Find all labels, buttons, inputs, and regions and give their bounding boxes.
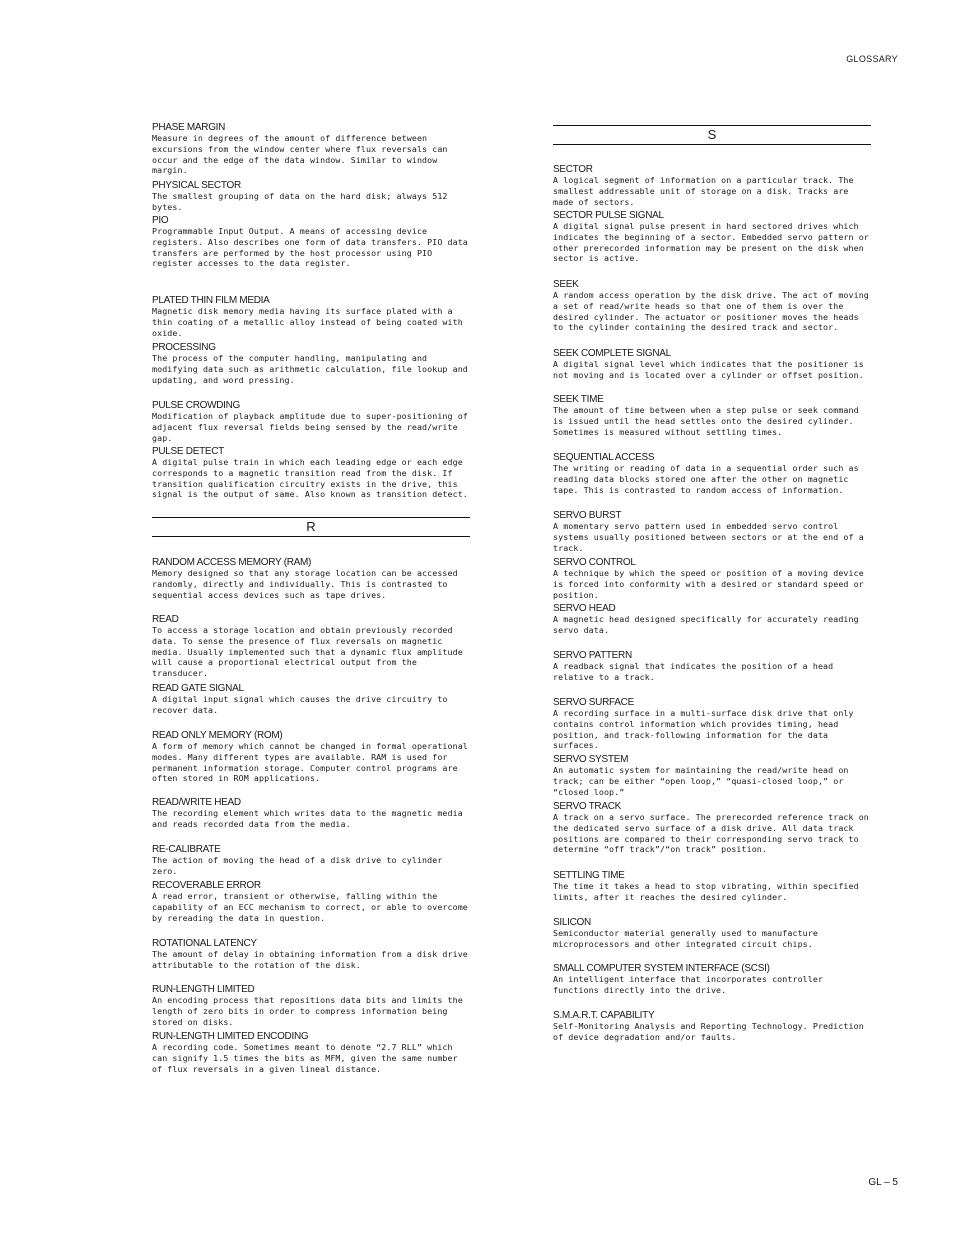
- entry-term: PROCESSING: [152, 342, 216, 353]
- running-header: GLOSSARY: [846, 54, 898, 64]
- entry-term: PHYSICAL SECTOR: [152, 180, 241, 191]
- entry-definition: A digital signal level which indicates that the positioner is not moving and is located over a cylinder or offset position.: [553, 359, 864, 380]
- entry-definition: An automatic system for maintaining the read/write head on track; can be either “open loop,” “quasi-closed loop,” or “closed loop.”: [553, 765, 849, 797]
- section-letter: S: [707, 127, 717, 142]
- glossary-entry: [152, 215, 470, 269]
- entry-term: RANDOM ACCESS MEMORY (RAM): [152, 557, 312, 568]
- entry-term: RE-CALIBRATE: [152, 844, 221, 855]
- entry-definition: Modification of playback amplitude due to super-positioning of adjacent flux reversal fields being sensed by the read/write gap.: [152, 411, 468, 443]
- entry-definition: The time it takes a head to stop vibrating, within specified limits, after it reaches the desired cylinder.: [553, 881, 859, 902]
- entry-definition: A readback signal that indicates the position of a head relative to a track.: [553, 661, 834, 682]
- entry-definition: A read error, transient or otherwise, falling within the capability of an ECC mechanism to correct, or able to overcome by rereading the data in question.: [152, 891, 468, 923]
- entry-definition: A form of memory which cannot be changed in formal operational modes. Many different types are available. RAM is used for permanent information storage. Computer control programs are often stored in ROM applications.: [152, 741, 468, 784]
- glossary-entry: [553, 650, 871, 683]
- entry-definition: Semiconductor material generally used to manufacture microprocessors and other integrated circuit chips.: [553, 928, 818, 949]
- entry-term: SERVO BURST: [553, 510, 622, 521]
- entry-definition: An intelligent interface that incorporates controller functions directly into the drive.: [553, 974, 824, 995]
- entry-definition: The smallest grouping of data on the hard disk; always 512 bytes.: [152, 191, 448, 212]
- entry-definition: Magnetic disk memory media having its surface plated with a thin coating of a metallic alloy instead of being coated with oxide.: [152, 306, 463, 338]
- entry-definition: A technique by which the speed or position of a moving device is forced into conformity with a desired or standard speed or position.: [553, 568, 864, 600]
- glossary-entry: [152, 797, 470, 830]
- entry-term: SEEK: [553, 279, 579, 290]
- entry-term: SERVO CONTROL: [553, 557, 636, 568]
- glossary-entry: [152, 984, 470, 1027]
- entry-term: RECOVERABLE ERROR: [152, 880, 261, 891]
- glossary-entry: [553, 1010, 871, 1043]
- entry-term: SERVO SURFACE: [553, 697, 634, 708]
- entry-definition: A digital input signal which causes the drive circuitry to recover data.: [152, 694, 448, 715]
- glossary-entry: [152, 614, 470, 679]
- entry-term: SETTLING TIME: [553, 870, 625, 881]
- entry-definition: Self-Monitoring Analysis and Reporting Technology. Prediction of device degradation and/or faults.: [553, 1021, 864, 1042]
- entry-term: PULSE DETECT: [152, 446, 224, 457]
- glossary-entry: [553, 510, 871, 553]
- glossary-entry: [152, 557, 470, 600]
- entry-term: SEEK TIME: [553, 394, 604, 405]
- section-header-r: [152, 517, 470, 537]
- glossary-entry: [553, 917, 871, 950]
- section-letter: R: [306, 519, 316, 534]
- glossary-entry: [553, 754, 871, 797]
- glossary-entry: [152, 683, 470, 716]
- entry-definition: The action of moving the head of a disk drive to cylinder zero.: [152, 855, 443, 876]
- entry-definition: A recording code. Sometimes meant to denote “2.7 RLL” which can signify 1.5 times the bits as MFM, given the same number of flux reversals in a given lineal distance.: [152, 1042, 458, 1074]
- entry-term: SERVO TRACK: [553, 801, 622, 812]
- entry-term: SERVO SYSTEM: [553, 754, 629, 765]
- entry-definition: The amount of time between when a step pulse or seek command is issued until the head settles onto the desired cylinder. Sometimes is measured without settling times.: [553, 405, 859, 437]
- entry-term: RUN-LENGTH LIMITED ENCODING: [152, 1031, 309, 1042]
- glossary-entry: [553, 279, 871, 333]
- entry-definition: A digital signal pulse present in hard sectored drives which indicates the beginning of a sector. Embedded servo pattern or other prerecorded information may be present on the disk when sector is active.: [553, 221, 869, 264]
- entry-definition: The process of the computer handling, manipulating and modifying data such as arithmetic calculation, file lookup and updating, and word pressing.: [152, 353, 468, 385]
- glossary-entry: [152, 446, 470, 500]
- entry-definition: A digital pulse train in which each leading edge or each edge corresponds to a magnetic transition read from the disk. If transition qualification circuitry exists in the drive, this signal is the output of same. Also known as transition detect.: [152, 457, 468, 500]
- glossary-entry: [553, 963, 871, 996]
- entry-definition: Programmable Input Output. A means of accessing device registers. Also describes one form of data transfers. PIO data transfers are performed by the host processor using PIO register accesses to the data register.: [152, 226, 468, 269]
- entry-term: PLATED THIN FILM MEDIA: [152, 295, 270, 306]
- entry-definition: A magnetic head designed specifically for accurately reading servo data.: [553, 614, 859, 635]
- entry-term: RUN-LENGTH LIMITED: [152, 984, 255, 995]
- glossary-entry: [553, 557, 871, 600]
- entry-term: PIO: [152, 215, 169, 226]
- glossary-entry: [152, 938, 470, 971]
- entry-definition: Measure in degrees of the amount of difference between excursions from the window center where flux reversals can occur and the edge of the data window. Similar to window margin.: [152, 133, 448, 176]
- glossary-entry: [553, 348, 871, 381]
- glossary-entry: [152, 342, 470, 385]
- entry-definition: Memory designed so that any storage location can be accessed randomly, directly and individually. This is contrasted to sequential access devices such as tape drives.: [152, 568, 458, 600]
- entry-term: ROTATIONAL LATENCY: [152, 938, 257, 949]
- glossary-entry: [152, 880, 470, 923]
- entry-term: SECTOR PULSE SIGNAL: [553, 210, 664, 221]
- glossary-entry: [553, 452, 871, 495]
- entry-definition: A momentary servo pattern used in embedded servo control systems usually positioned between sectors or at the end of a track.: [553, 521, 864, 553]
- glossary-entry: [553, 394, 871, 437]
- glossary-entry: [553, 697, 871, 751]
- glossary-entry: [152, 400, 470, 443]
- section-header-s: [553, 125, 871, 145]
- glossary-entry: [152, 295, 470, 338]
- entry-definition: A recording surface in a multi-surface disk drive that only contains control information which provides timing, head position, and track-following information for the data surfaces.: [553, 708, 854, 751]
- glossary-entry: [152, 122, 470, 176]
- entry-definition: The recording element which writes data to the magnetic media and reads recorded data from the media.: [152, 808, 463, 829]
- entry-term: READ GATE SIGNAL: [152, 683, 244, 694]
- glossary-entry: [553, 603, 871, 636]
- entry-definition: An encoding process that repositions data bits and limits the length of zero bits in order to compress information being stored on disks.: [152, 995, 463, 1027]
- entry-term: S.M.A.R.T. CAPABILITY: [553, 1010, 655, 1021]
- glossary-entry: [553, 210, 871, 264]
- entry-term: SEEK COMPLETE SIGNAL: [553, 348, 671, 359]
- glossary-entry: [152, 844, 470, 877]
- glossary-entry: [152, 1031, 470, 1074]
- entry-term: READ: [152, 614, 179, 625]
- glossary-entry: [553, 801, 871, 855]
- entry-definition: A track on a servo surface. The prerecorded reference track on the dedicated servo surface of a disk drive. All data track positions are compared to their corresponding servo track to determine “off track”/“on track” position.: [553, 812, 869, 855]
- entry-term: PULSE CROWDING: [152, 400, 241, 411]
- entry-term: READ ONLY MEMORY (ROM): [152, 730, 283, 741]
- entry-term: SERVO PATTERN: [553, 650, 632, 661]
- glossary-entry: [152, 730, 470, 784]
- entry-definition: A random access operation by the disk drive. The act of moving a set of read/write heads so that one of them is over the desired cylinder. The actuator or positioner moves the heads to the cylinder containing the desired track and sector.: [553, 290, 869, 333]
- entry-definition: To access a storage location and obtain previously recorded data. To sense the presence of flux reversals on magnetic media. Usually implemented such that a dynamic flux amplitude will cause a proportional electrical output from the transducer.: [152, 625, 463, 679]
- entry-term: SECTOR: [553, 164, 593, 175]
- glossary-entry: [152, 180, 470, 213]
- entry-definition: The writing or reading of data in a sequential order such as reading data blocks stored one after the other on magnetic tape. This is contrasted to random access of information.: [553, 463, 859, 495]
- entry-definition: The amount of delay in obtaining information from a disk drive attributable to the rotation of the disk.: [152, 949, 468, 970]
- entry-term: SERVO HEAD: [553, 603, 616, 614]
- entry-term: READ/WRITE HEAD: [152, 797, 241, 808]
- entry-term: SMALL COMPUTER SYSTEM INTERFACE (SCSI): [553, 963, 770, 974]
- entry-term: PHASE MARGIN: [152, 122, 226, 133]
- entry-definition: A logical segment of information on a particular track. The smallest addressable unit of storage on a disk. Tracks are made of sectors.: [553, 175, 854, 207]
- entry-term: SEQUENTIAL ACCESS: [553, 452, 655, 463]
- page-number: GL – 5: [868, 1177, 898, 1188]
- glossary-entry: [553, 164, 871, 207]
- entry-term: SILICON: [553, 917, 591, 928]
- glossary-entry: [553, 870, 871, 903]
